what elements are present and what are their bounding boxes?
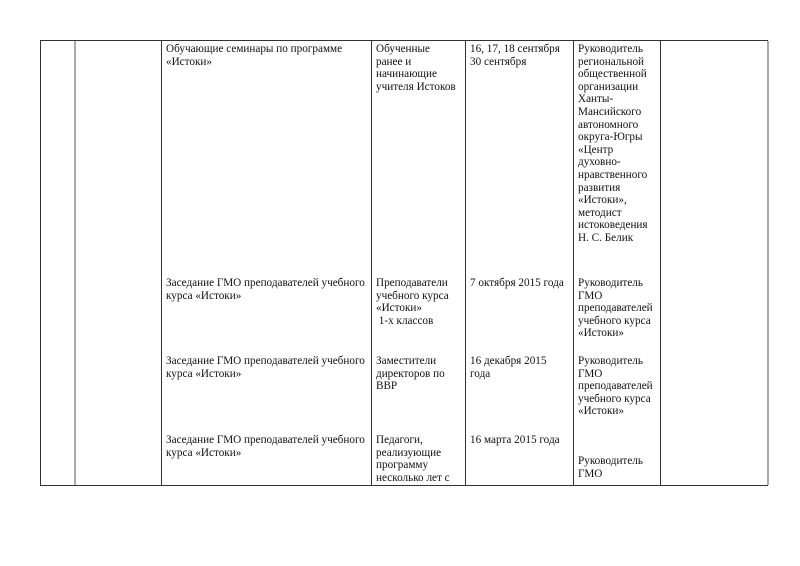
event-line: «Истоки» <box>166 55 212 68</box>
date-line: 16 марта 2015 года <box>470 434 560 446</box>
event-line: курса «Истоки» <box>166 367 242 380</box>
dates-cell <box>470 277 570 290</box>
responsible-line: Ханты- <box>578 93 614 106</box>
participants-line: Преподаватели <box>376 277 448 289</box>
responsible-line: Н. С. Белик <box>578 231 634 244</box>
events-table <box>40 40 768 486</box>
responsible-line: методист <box>578 206 622 219</box>
participants-cell <box>376 43 462 93</box>
table-border-left <box>40 41 41 485</box>
responsible-cell <box>578 355 658 418</box>
participants-line: программу <box>376 459 429 472</box>
table-row <box>166 43 367 68</box>
participants-line: Обученные <box>376 43 430 55</box>
responsible-line: «Центр <box>578 143 614 156</box>
date-line: 16, 17, 18 сентября <box>470 43 560 55</box>
responsible-line: Руководитель <box>578 277 643 289</box>
participants-cell <box>376 277 462 327</box>
column-divider-2 <box>161 41 162 485</box>
responsible-line: «Истоки», <box>578 194 627 207</box>
participants-line: учителя Истоков <box>376 80 456 93</box>
responsible-line: «Истоки» <box>578 327 624 340</box>
responsible-line: общественной <box>578 68 647 81</box>
participants-line: ранее и <box>376 55 412 68</box>
event-line: Обучающие семинары по программе <box>166 43 343 55</box>
responsible-line: ГМО <box>578 467 603 480</box>
responsible-line: истоковедения <box>578 219 648 232</box>
participants-line: «Истоки» <box>376 302 422 315</box>
responsible-line: преподавателей <box>578 380 653 393</box>
event-line: Заседание ГМО преподавателей учебного <box>166 434 365 446</box>
column-divider-6 <box>660 41 661 485</box>
participants-line: несколько лет с <box>376 471 450 484</box>
column-divider-3 <box>371 41 372 485</box>
responsible-line: учебного курса <box>578 392 651 405</box>
dates-cell <box>470 43 570 68</box>
responsible-line: духовно- <box>578 156 621 169</box>
responsible-cell <box>578 455 658 480</box>
event-line: Заседание ГМО преподавателей учебного <box>166 277 365 289</box>
participants-line: Заместители <box>376 355 437 367</box>
column-divider-1 <box>74 41 76 485</box>
event-cell <box>166 434 371 459</box>
participants-cell <box>376 355 462 393</box>
responsible-cell <box>578 277 658 340</box>
participants-line: учебного курса <box>376 289 449 302</box>
responsible-line: организации <box>578 80 639 93</box>
date-line: 30 сентября <box>470 55 527 68</box>
participants-cell <box>376 434 462 484</box>
event-cell <box>166 277 371 302</box>
participants-line: директоров по <box>376 367 445 380</box>
responsible-line: Руководитель <box>578 355 643 367</box>
responsible-line: учебного курса <box>578 314 651 327</box>
participants-line: начинающие <box>376 68 437 81</box>
participants-line: реализующие <box>376 446 442 459</box>
responsible-line: нравственного <box>578 168 648 181</box>
column-divider-4 <box>465 41 466 485</box>
date-line: 7 октября 2015 года <box>470 277 564 289</box>
responsible-line: Мансийского <box>578 105 642 118</box>
responsible-line: автономного <box>578 118 639 131</box>
participants-line: ВВР <box>376 380 398 393</box>
date-line: 16 декабря 2015 <box>470 355 547 367</box>
column-divider-5 <box>573 41 574 485</box>
responsible-line: развития <box>578 181 621 194</box>
event-line: курса «Истоки» <box>166 289 242 302</box>
event-line: курса «Истоки» <box>166 446 242 459</box>
responsible-line: преподавателей <box>578 302 653 315</box>
event-cell <box>166 43 367 56</box>
responsible-cell <box>578 43 658 245</box>
responsible-line: Руководитель <box>578 455 643 467</box>
participants-line: 1-х классов <box>376 314 434 327</box>
date-line: года <box>470 367 491 380</box>
dates-cell <box>470 434 570 447</box>
responsible-line: «Истоки» <box>578 405 624 418</box>
responsible-line: ГМО <box>578 367 603 380</box>
responsible-line: региональной <box>578 55 645 68</box>
responsible-line: округа-Югры <box>578 131 643 144</box>
table-border-right <box>767 41 769 485</box>
event-cell <box>166 355 371 380</box>
participants-line: Педагоги, <box>376 434 423 446</box>
event-line: Заседание ГМО преподавателей учебного <box>166 355 365 367</box>
responsible-line: Руководитель <box>578 43 643 55</box>
dates-cell <box>470 355 570 380</box>
responsible-line: ГМО <box>578 289 603 302</box>
